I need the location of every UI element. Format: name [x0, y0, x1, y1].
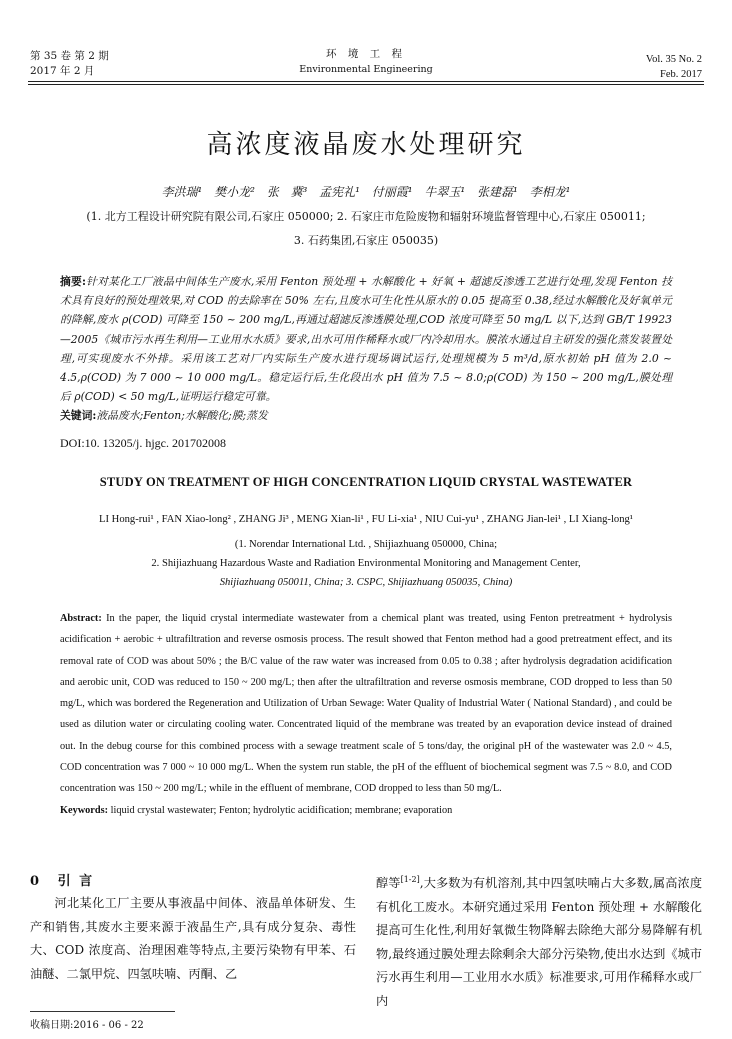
abstract-cn-label: 摘要: — [60, 275, 86, 288]
journal-date-en: Feb. 2017 — [660, 69, 702, 80]
journal-date: 2017 年 2 月 — [30, 65, 95, 77]
affiliation-en-line1: (1. Norendar International Ltd. , Shijiazhuang 050000, China; — [234, 539, 498, 550]
journal-vol-en: Vol. 35 No. 2 — [645, 54, 702, 65]
abstract-en-text: In the paper, the liquid crystal intermediate wastewater from a chemical plant was treated, using Fenton pretreatment + hydrolysis acidification + aerobic + ultrafiltration and reverse osmosis process. The result showed that Fenton method had a good pretreatment effect, and its removal rate of COD was about 50% ; the B/C value of the raw water was increased from 0.05 to 0.38 ; after hydrolysis degradation acidification and aerobic unit, COD was reduced to 150 ~ 200 mg/L; then after the ultrafiltration and reverse osmosis membrane, COD dropped to less than 50 mg/L, which was bordered the Regeneration and Utilization of Urban Sewage: Water Quality of Industrial Water ( National Standard) , and could be used as dilution water or circulating cooling water. Concentrated liquid of the membrane was treated by an evaporation device instead of drained out. In the debug course for this combined process with a sewage treatment scale of 5 tons/day, the original pH of the wastewater was 2.0 ~ 4.5, COD concentration was 7 000 ~ 10 000 mg/L. When the system run stable, the pH of the effluent of biochemical segment was 7.5 ~ 8.0, and COD concentration was 150 ~ 200 mg/L; while in the effluent of membrane, COD dropped to less than 50 mg/L. — [60, 613, 673, 795]
section-title: 引 言 — [57, 874, 95, 889]
section-heading — [30, 870, 94, 889]
keywords-cn-text: 液晶废水;Fenton;水解酸化;膜;蒸发 — [96, 409, 268, 423]
abstract-en — [60, 608, 672, 821]
body-left-column: 河北某化工厂主要从事液晶中间体、液晶单体研发、生产和销售,其废水主要来源于液晶生产,具有成分复杂、毒性大、COD 浓度高、治理困难等特点,主要污染物有甲苯、石油醚、二氯甲烷、四氢呋喃、丙酮、乙 — [30, 896, 356, 981]
citation: [1-2] — [400, 875, 420, 884]
header-rule — [28, 81, 704, 82]
received-date: 收稿日期:2016 - 06 - 22 — [30, 1020, 144, 1031]
section-number: 0 — [30, 874, 40, 889]
body-right-pre: 醇等 — [376, 876, 401, 891]
affiliation-cn-line1: (1. 北方工程设计研究院有限公司,石家庄 050000; 2. 石家庄市危险废物和辐射环境监督管理中心,石家庄 050011; — [86, 210, 646, 223]
abstract-cn — [60, 272, 672, 426]
footnote-rule — [30, 1011, 175, 1012]
keywords-en-label: Keywords: — [60, 804, 109, 816]
keywords-cn-label: 关键词: — [60, 409, 97, 423]
doi: DOI:10. 13205/j. hjgc. 201702008 — [60, 436, 226, 450]
affiliation-en-line3: Shijiazhuang 050011, China; 3. CSPC, Shijiazhuang 050035, China) — [219, 577, 513, 588]
header-rule-2 — [28, 84, 704, 85]
paper-title-en: STUDY ON TREATMENT OF HIGH CONCENTRATION LIQUID CRYSTAL WASTEWATER — [99, 475, 633, 489]
journal-name-cn: 环 境 工 程 — [325, 48, 406, 60]
keywords-en-text: liquid crystal wastewater; Fenton; hydrolytic acidification; membrane; evaporation — [110, 804, 453, 816]
abstract-en-label: Abstract: — [60, 613, 102, 624]
body-right-column — [376, 868, 702, 1013]
journal-name-en: Environmental Engineering — [299, 64, 433, 75]
abstract-cn-text: 针对某化工厂液晶中间体生产废水,采用 Fenton 预处理 + 水解酸化 + 好氧 + 超滤反渗透工艺进行处理,发现 Fenton 技术具有良好的预处理效果,对 COD 的去除率在 50% 左右,且废水可生化性从原水的 0.05 提高至 0.38,经过水解酸化及好氧单元的降解,废水 ρ(COD) 可降至 150 ~ 200 mg/L,再通过超滤反渗透膜处理,COD 浓度可降至 50 mg/L 以下,达到 GB/T 19923—2005《城市污水再生利用—工业用水水质》要求,出水可用作稀释水或厂内冷却用水。膜浓水通过自主研发的强化蒸发装置处理,可实现废水不外排。采用该工艺对厂内实际生产废水进行现场调试运行,处理规模为 5 m³/d,原水初始 pH 值为 2.0 ~ 4.5,ρ(COD) 为 7 000 ~ 10 000 mg/L。稳定运行后,生化段出水 pH 值为 7.5 ~ 8.0;ρ(COD) 为 150 ~ 200 mg/L,膜处理后 ρ(COD) < 50 mg/L,证明运行稳定可靠。 — [60, 275, 672, 404]
body-right-text: ,大多数为有机溶剂,其中四氢呋喃占大多数,属高浓度有机化工废水。本研究通过采用 Fenton 预处理 + 水解酸化提高可生化性,利用好氧微生物降解去除绝大部分易降解有机物,最终通过膜处理去除剩余大部分污染物,使出水达到《城市污水再生利用—工业用水水质》标准要求,可用作稀释水或厂内 — [376, 876, 703, 1008]
affiliation-en-line2: 2. Shijiazhuang Hazardous Waste and Radiation Environmental Monitoring and Management Center, — [151, 558, 581, 569]
paper-title-cn: 高浓度液晶废水处理研究 — [206, 130, 526, 160]
affiliation-cn-line2: 3. 石药集团,石家庄 050035) — [293, 234, 439, 247]
authors-en: LI Hong-rui¹ , FAN Xiao-long² , ZHANG Ji³ , MENG Xian-li¹ , FU Li-xia¹ , NIU Cui-yu¹ , ZHANG Jian-lei¹ , LI Xiang-long¹ — [99, 514, 633, 525]
authors-cn: 李洪瑞¹ 樊小龙² 张 冀³ 孟宪礼¹ 付丽霞¹ 牛翠玉¹ 张建磊¹ 李相龙¹ — [161, 185, 571, 199]
journal-volume: 第 35 卷 第 2 期 — [30, 50, 109, 62]
